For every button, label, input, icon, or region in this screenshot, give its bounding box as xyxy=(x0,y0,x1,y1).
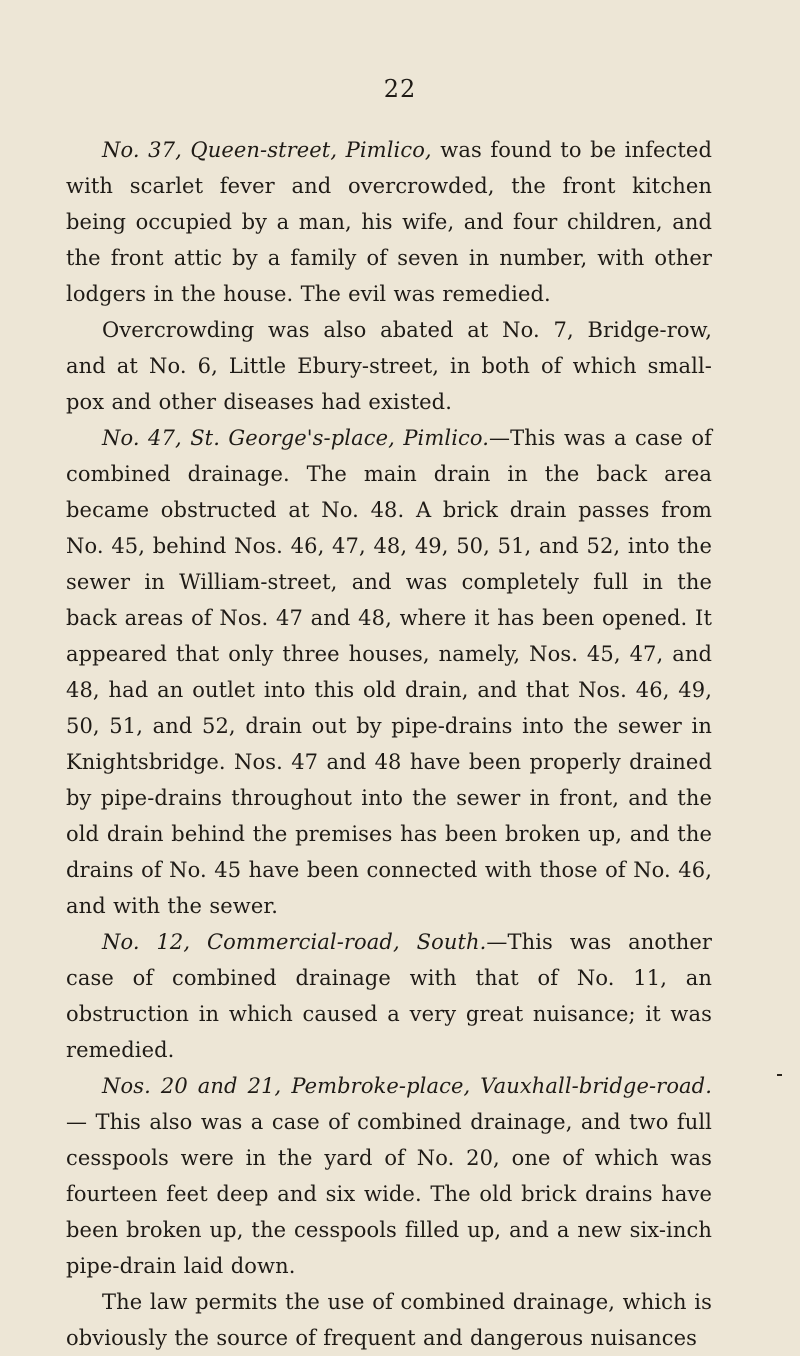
paragraph-heading: No. 37, Queen-street, Pimlico, xyxy=(102,138,432,162)
paragraph-heading: No. 47, St. George's-place, Pimlico. xyxy=(102,426,490,450)
paragraph-overcrowding xyxy=(66,312,712,420)
paragraph-body: — This also was a case of combined drainage, and two full cesspools were in the yard of No. 20, one of which was fourteen feet deep and six wide. The old brick drains have been broken up, the cesspools filled up, and a new six-inch pipe-drain laid down. xyxy=(66,1110,712,1278)
body-text xyxy=(66,132,712,1356)
paragraph-body: was found to be infected with scarlet fever and overcrowded, the front kitchen being occupied by a man, his wife, and four children, and the front attic by a family of seven in number, with other lodgers in the house. The evil was remedied. xyxy=(66,138,712,306)
paragraph-heading: No. 12, Commercial-road, South. xyxy=(102,930,487,954)
paragraph-combined-drainage-law xyxy=(66,1284,712,1356)
paragraph-pembroke-place xyxy=(66,1068,712,1284)
page-number: 22 xyxy=(383,75,417,103)
margin-mark xyxy=(777,1074,782,1076)
paragraph-body: The law permits the use of combined drainage, which is obviously the source of frequent and dangerous nuisances xyxy=(66,1290,712,1350)
paragraph-heading: Nos. 20 and 21, Pembroke-place, Vauxhall-bridge-road. xyxy=(102,1074,712,1098)
paragraph-body: —This was a case of combined drainage. The main drain in the back area became obstructed at No. 48. A brick drain passes from No. 45, behind Nos. 46, 47, 48, 49, 50, 51, and 52, into the sewer in William-street, and was completely full in the back areas of Nos. 47 and 48, where it has been opened. It appeared that only three houses, namely, Nos. 45, 47, and 48, had an outlet into this old drain, and that Nos. 46, 49, 50, 51, and 52, drain out by pipe-drains into the sewer in Knightsbridge. Nos. 47 and 48 have been properly drained by pipe-drains throughout into the sewer in front, and the old drain behind the premises has been broken up, and the drains of No. 45 have been connected with those of No. 46, and with the sewer. xyxy=(66,426,712,918)
paragraph-body: Overcrowding was also abated at No. 7, Bridge-row, and at No. 6, Little Ebury-street, in both of which small-pox and other diseases had existed. xyxy=(66,318,712,414)
paragraph-commercial-road xyxy=(66,924,712,1068)
paragraph-st-georges-place xyxy=(66,420,712,924)
paragraph-queen-street xyxy=(66,132,712,312)
paragraph-body: —This was another case of combined drainage with that of No. 11, an obstruction in which caused a very great nuisance; it was remedied. xyxy=(66,930,712,1062)
